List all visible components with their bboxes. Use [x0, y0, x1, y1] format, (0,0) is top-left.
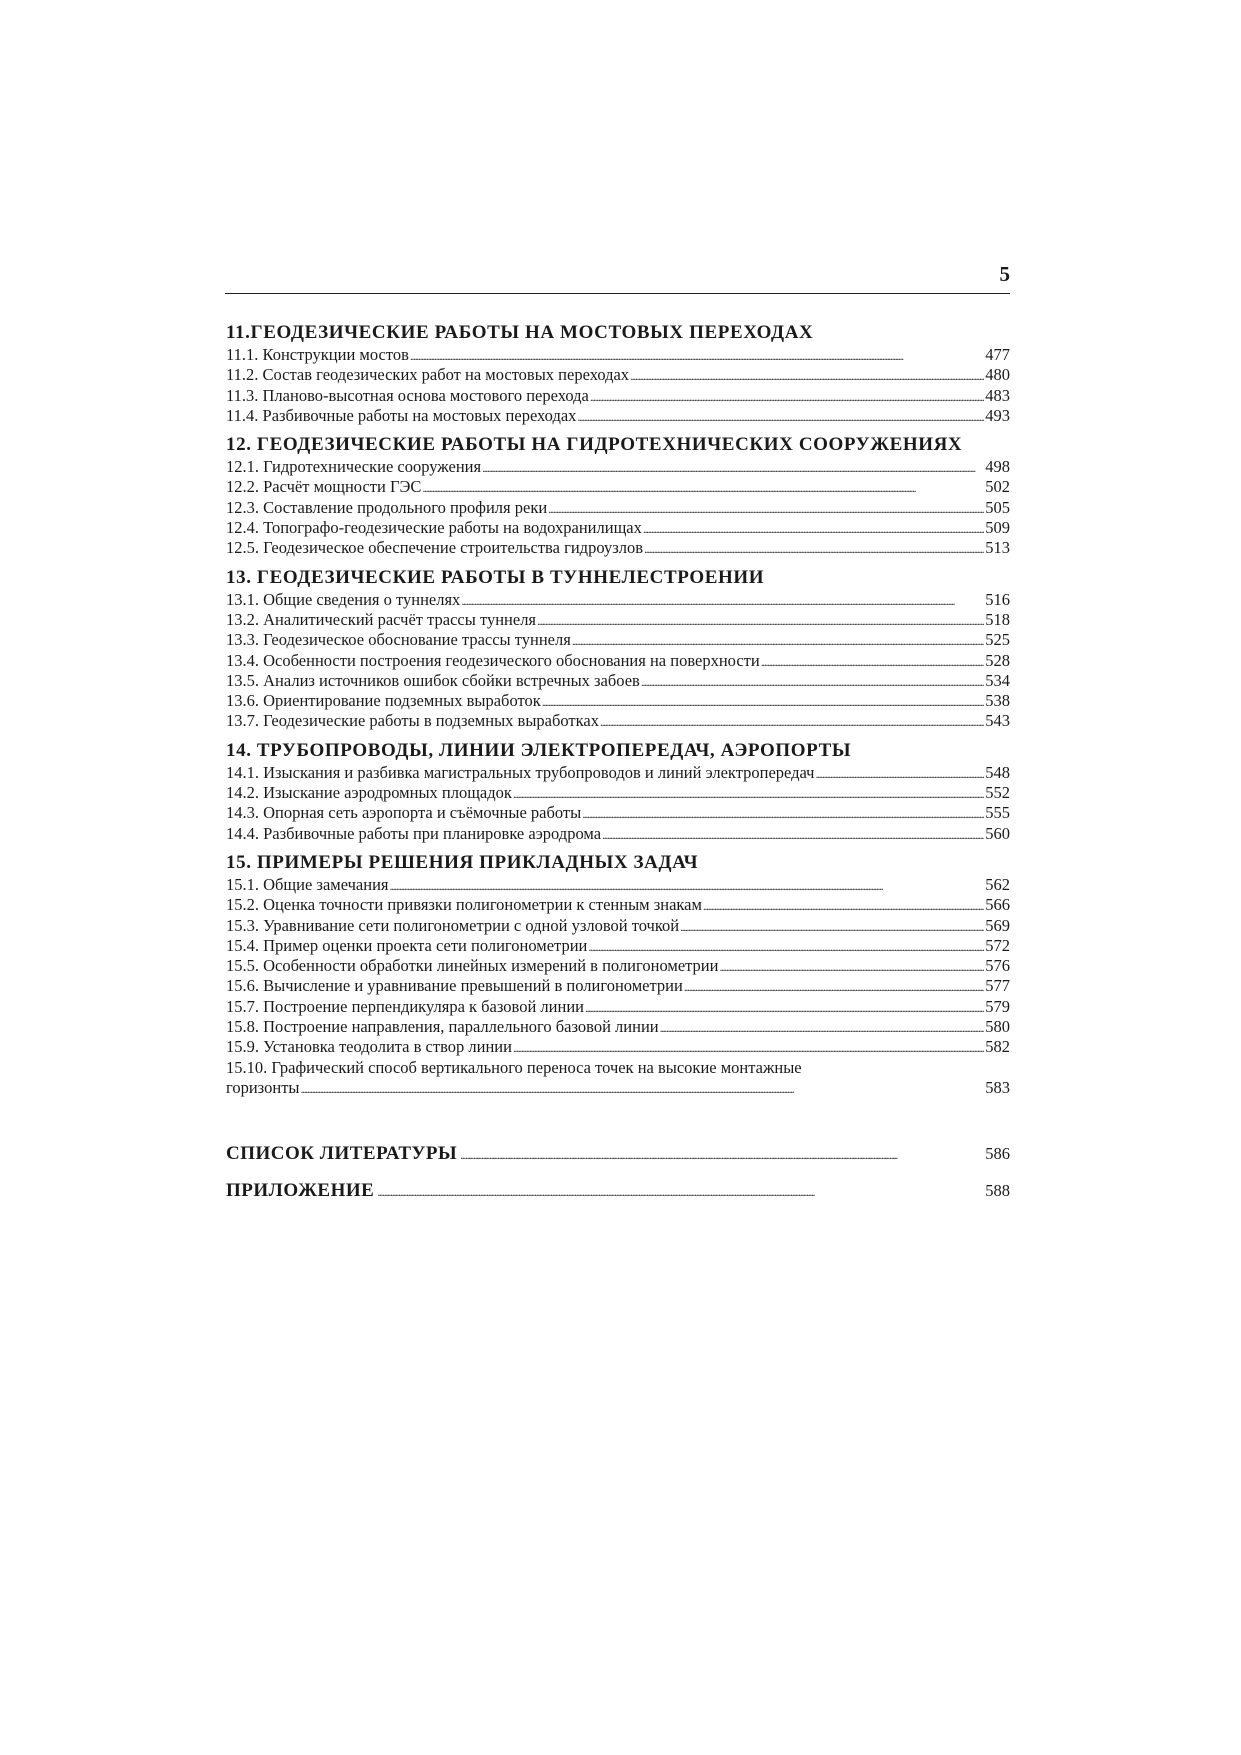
- toc-entry[interactable]: [226, 671, 1010, 691]
- dot-leader: [680, 916, 984, 937]
- entry-page: 560: [985, 823, 1010, 843]
- entry-label-line2: горизонты: [226, 1077, 300, 1097]
- section-title[interactable]: 14. ТРУБОПРОВОДЫ, ЛИНИИ ЭЛЕКТРОПЕРЕДАЧ, АЭРОПОРТЫ: [226, 739, 852, 761]
- toc-entry[interactable]: [226, 457, 1010, 477]
- toc-entry[interactable]: [226, 630, 1010, 650]
- toc-entry[interactable]: [226, 345, 1010, 365]
- dot-leader: [630, 365, 984, 386]
- entry-label: 13.2. Аналитический расчёт трассы туннеля: [226, 609, 537, 629]
- toc-entry[interactable]: [226, 956, 1010, 976]
- entry-page: 548: [985, 762, 1010, 782]
- toc-section: [226, 433, 1010, 558]
- toc-entry[interactable]: [226, 936, 1010, 956]
- section-title[interactable]: 13. ГЕОДЕЗИЧЕСКИЕ РАБОТЫ В ТУННЕЛЕСТРОЕНИИ: [226, 566, 765, 588]
- toc-entry[interactable]: [226, 365, 1010, 385]
- entry-label: 12.2. Расчёт мощности ГЭС: [226, 477, 422, 497]
- entry-page: 579: [985, 996, 1010, 1016]
- toc-entry[interactable]: [226, 538, 1010, 558]
- entry-label-line2-row: [226, 1078, 1010, 1098]
- entry-page: 577: [985, 976, 1010, 996]
- entry-page: 582: [985, 1037, 1010, 1057]
- dot-leader: [537, 610, 984, 631]
- entry-label: 15.9. Установка теодолита в створ линии: [226, 1037, 512, 1057]
- dot-leader: [684, 976, 984, 997]
- toc-entry[interactable]: [226, 895, 1010, 915]
- literature-label: СПИСОК ЛИТЕРАТУРЫ: [226, 1143, 458, 1164]
- toc-entry[interactable]: [226, 590, 1010, 610]
- entry-label: 12.4. Топографо-геодезические работы на водохранилищах: [226, 518, 642, 538]
- entry-page: 566: [985, 895, 1010, 915]
- entry-page: 543: [985, 711, 1010, 731]
- section-title[interactable]: 12. ГЕОДЕЗИЧЕСКИЕ РАБОТЫ НА ГИДРОТЕХНИЧЕСКИХ СООРУЖЕНИЯХ: [226, 434, 963, 456]
- entry-label: 14.1. Изыскания и разбивка магистральных трубопроводов и линий электропередач: [226, 762, 815, 782]
- entry-label: 15.3. Уравнивание сети полигонометрии с одной узловой точкой: [226, 915, 680, 935]
- toc-entry[interactable]: [226, 651, 1010, 671]
- entry-page: 505: [985, 497, 1010, 517]
- dot-leader: [582, 803, 984, 824]
- toc-entry[interactable]: [226, 803, 1010, 823]
- dot-leader: [548, 498, 984, 519]
- entry-label-line1: 15.10. Графический способ вертикального переноса точек на высокие монтажные: [226, 1057, 802, 1077]
- entry-label: 13.5. Анализ источников ошибок сбойки встречных забоев: [226, 670, 640, 690]
- entry-page: 576: [985, 956, 1010, 976]
- toc-entry[interactable]: [226, 824, 1010, 844]
- toc-section: [226, 739, 1010, 844]
- dot-leader: [377, 1183, 982, 1201]
- entry-page: 572: [985, 935, 1010, 955]
- dot-leader: [761, 651, 985, 672]
- toc-entry[interactable]: [226, 916, 1010, 936]
- entry-page: 509: [985, 518, 1010, 538]
- dot-leader: [572, 630, 984, 651]
- entry-label: 15.7. Построение перпендикуляра к базовой линии: [226, 996, 584, 1016]
- toc-literature[interactable]: [226, 1143, 1010, 1165]
- section-title[interactable]: 11.ГЕОДЕЗИЧЕСКИЕ РАБОТЫ НА МОСТОВЫХ ПЕРЕХОДАХ: [226, 322, 814, 343]
- entry-label: 14.2. Изыскание аэродромных площадок: [226, 783, 512, 803]
- dot-leader: [410, 345, 984, 366]
- dot-leader: [644, 538, 984, 559]
- entry-page: 516: [985, 589, 1010, 609]
- entry-page: 562: [985, 874, 1010, 894]
- toc-entry[interactable]: [226, 1037, 1010, 1057]
- toc-section: [226, 851, 1010, 1098]
- entry-page: 477: [985, 345, 1010, 364]
- entry-page: 498: [985, 457, 1010, 477]
- entry-page: 502: [985, 477, 1010, 497]
- entry-page: 538: [985, 691, 1010, 711]
- toc-entry[interactable]: [226, 518, 1010, 538]
- entry-label: 12.5. Геодезическое обеспечение строительства гидроузлов: [226, 538, 643, 558]
- entry-label: 15.8. Построение направления, параллельного базовой линии: [226, 1017, 659, 1037]
- dot-leader: [513, 783, 984, 804]
- toc-section: [226, 321, 1010, 426]
- entry-label: 15.4. Пример оценки проекта сети полигонометрии: [226, 935, 588, 955]
- toc-entry[interactable]: [226, 711, 1010, 731]
- dot-leader: [301, 1078, 985, 1099]
- dot-leader: [460, 1146, 982, 1164]
- dot-leader: [643, 518, 984, 539]
- dot-leader: [422, 477, 984, 498]
- literature-page: 586: [985, 1144, 1010, 1163]
- dot-leader: [585, 997, 984, 1018]
- entry-label: 13.7. Геодезические работы в подземных выработках: [226, 711, 599, 731]
- appendix-label: ПРИЛОЖЕНИЕ: [226, 1180, 375, 1201]
- dot-leader: [588, 936, 984, 957]
- toc-entry[interactable]: [226, 875, 1010, 895]
- dot-leader: [600, 711, 984, 732]
- appendix-page: 588: [985, 1181, 1010, 1200]
- entry-page: 583: [985, 1077, 1010, 1097]
- section-title[interactable]: 15. ПРИМЕРЫ РЕШЕНИЯ ПРИКЛАДНЫХ ЗАДАЧ: [226, 851, 699, 873]
- toc-section: [226, 566, 1010, 732]
- table-of-contents: [226, 321, 1010, 1098]
- entry-page: 552: [985, 783, 1010, 803]
- toc-entry[interactable]: [226, 498, 1010, 518]
- toc-entry[interactable]: [226, 406, 1010, 426]
- entry-label: 12.1. Гидротехнические сооружения: [226, 457, 482, 477]
- entry-page: 528: [985, 650, 1010, 670]
- entry-label: 11.3. Планово-высотная основа мостового перехода: [226, 385, 589, 405]
- entry-label: 15.6. Вычисление и уравнивание превышений в полигонометрии: [226, 976, 683, 996]
- entry-page: 569: [985, 915, 1010, 935]
- entry-label: 14.3. Опорная сеть аэропорта и съёмочные работы: [226, 803, 582, 823]
- entry-label: 11.1. Конструкции мостов: [226, 345, 409, 364]
- toc-entry[interactable]: [226, 1017, 1010, 1037]
- page-number: 5: [999, 262, 1010, 286]
- toc-entry[interactable]: [226, 976, 1010, 996]
- toc-entry[interactable]: [226, 691, 1010, 711]
- entry-label: 15.1. Общие замечания: [226, 874, 389, 894]
- toc-entry[interactable]: [226, 763, 1010, 783]
- entry-label: 11.4. Разбивочные работы на мостовых переходах: [226, 405, 577, 425]
- toc-entry[interactable]: [226, 783, 1010, 803]
- dot-leader: [461, 590, 984, 611]
- dot-leader: [641, 671, 984, 692]
- entry-page: 480: [985, 365, 1010, 385]
- dot-leader: [577, 406, 984, 427]
- entry-page: 518: [985, 609, 1010, 629]
- toc-appendix[interactable]: [226, 1180, 1010, 1202]
- dot-leader: [482, 457, 984, 478]
- entry-label: 11.2. Состав геодезических работ на мостовых переходах: [226, 365, 630, 385]
- dot-leader: [660, 1017, 985, 1038]
- dot-leader: [390, 875, 985, 896]
- entry-page: 555: [985, 803, 1010, 823]
- entry-label: 12.3. Составление продольного профиля реки: [226, 497, 548, 517]
- entry-label: 13.1. Общие сведения о туннелях: [226, 589, 461, 609]
- header-rule: [225, 293, 1010, 294]
- entry-label: 15.5. Особенности обработки линейных измерений в полигонометрии: [226, 956, 719, 976]
- entry-page: 534: [985, 670, 1010, 690]
- entry-page: 513: [985, 538, 1010, 558]
- toc-entry[interactable]: [226, 386, 1010, 406]
- entry-page: 483: [985, 385, 1010, 405]
- toc-entry-wrapped[interactable]: [226, 1058, 1010, 1099]
- dot-leader: [815, 763, 984, 784]
- toc-entry[interactable]: [226, 997, 1010, 1017]
- toc-entry[interactable]: [226, 477, 1010, 497]
- dot-leader: [513, 1037, 984, 1058]
- toc-entry[interactable]: [226, 610, 1010, 630]
- entry-label: 15.2. Оценка точности привязки полигонометрии к стенным знакам: [226, 895, 702, 915]
- entry-page: 525: [985, 630, 1010, 650]
- dot-leader: [719, 956, 984, 977]
- entry-label: 13.6. Ориентирование подземных выработок: [226, 691, 541, 711]
- dot-leader: [590, 386, 984, 407]
- entry-label: 14.4. Разбивочные работы при планировке аэродрома: [226, 823, 602, 843]
- entry-page: 580: [985, 1017, 1010, 1037]
- entry-label: 13.4. Особенности построения геодезического обоснования на поверхности: [226, 650, 760, 670]
- dot-leader: [703, 895, 984, 916]
- dot-leader: [542, 691, 985, 712]
- entry-page: 493: [985, 405, 1010, 425]
- entry-label: 13.3. Геодезическое обоснование трассы туннеля: [226, 630, 571, 650]
- dot-leader: [602, 824, 984, 845]
